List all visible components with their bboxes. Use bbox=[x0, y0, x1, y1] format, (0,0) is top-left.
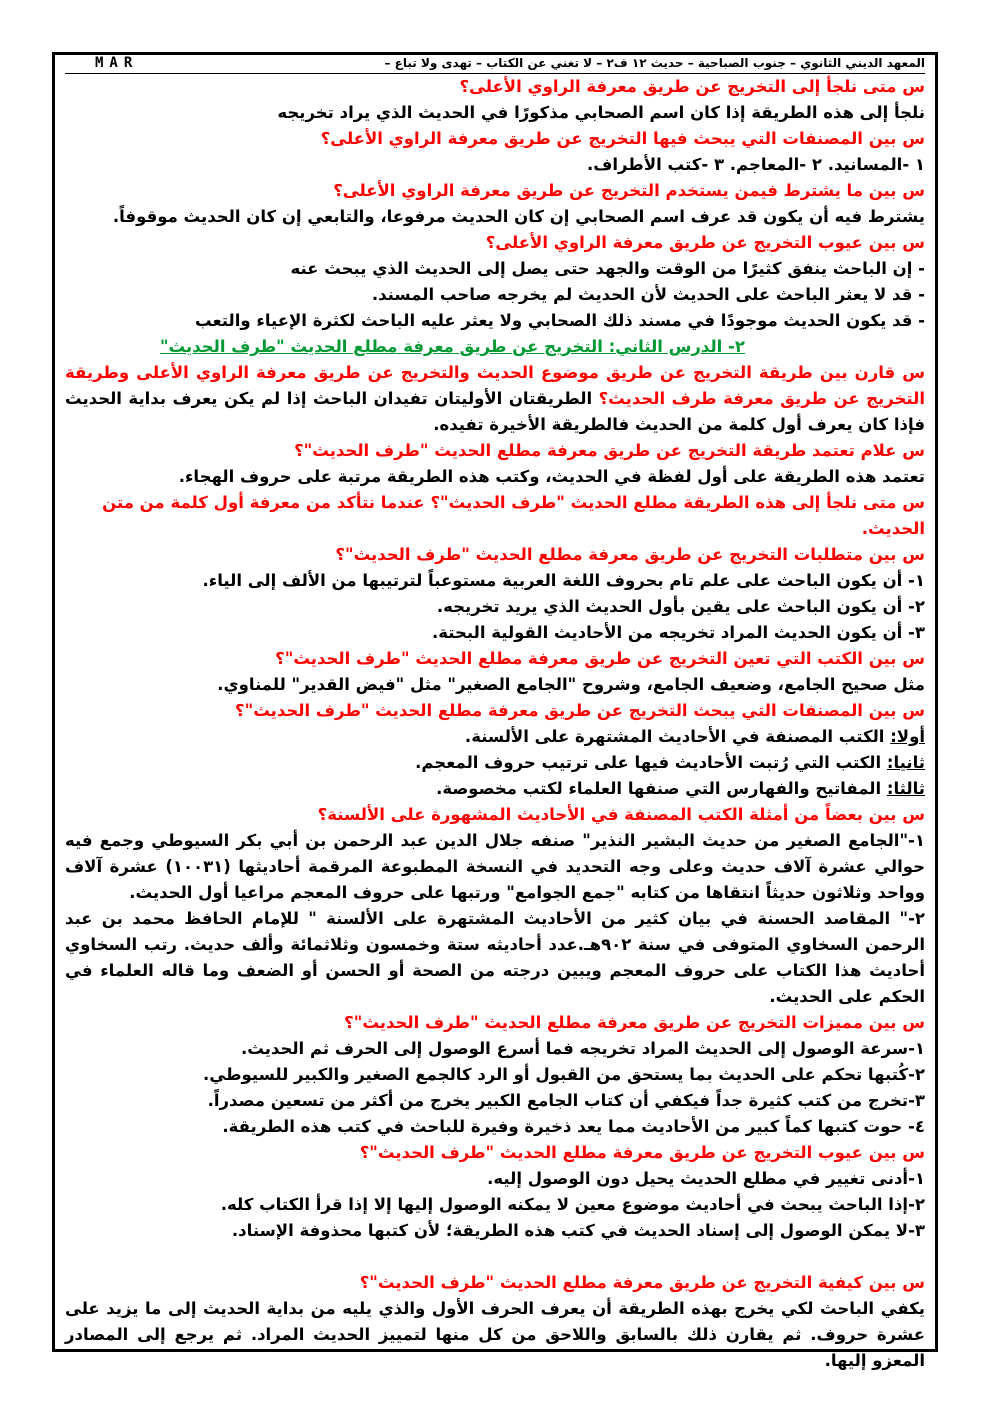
answer-line: ٢- أن يكون الباحث على يقين بأول الحديث الذي يريد تخريجه. bbox=[436, 597, 925, 616]
item-text: المفاتيح والفهارس التي صنفها العلماء لكتب مخصوصة. bbox=[436, 779, 887, 798]
question-line: س بين المصنفات التي يبحث فيها التخريج عن طريق معرفة الراوي الأعلى؟ bbox=[320, 129, 925, 148]
answer-paragraph: ١-"الجامع الصغير من حديث البشير النذير" صنفه جلال الدين عبد الرحمن بن أبي بكر السيوطي وجمع فيه حوالي عشرة آلاف حديث وعلى وجه التحديد في النسخة المطبوعة المرقمة أحاديثها (١٠٠٣١) عشرة آلاف وواحد وثلاثون حديثاً انتقاها من كتابه "جمع الجوامع" ورتبها على حروف المعجم مراعيا أول الحديث. bbox=[65, 831, 925, 902]
answer-text: الطريقتان الأوليتان تفيدان الباحث إذا لم يكن يعرف بداية الحديث فإذا كان يعرف أول كلمة من الحديث فالطريقة الأخيرة تفيده. bbox=[65, 389, 925, 434]
item-text: الكتب المصنفة في الأحاديث المشتهرة على الألسنة. bbox=[464, 727, 891, 746]
answer-line: ١-سرعة الوصول إلى الحديث المراد تخريجه فما أسرع الوصول إلى الحرف ثم الحديث. bbox=[241, 1039, 925, 1058]
answer-line: - قد لا يعثر الباحث على الحديث لأن الحديث لم يخرجه صاحب المسند. bbox=[371, 285, 925, 304]
question-line: س بين الكتب التي تعين التخريج عن طريق معرفة مطلع الحديث "طرف الحديث"؟ bbox=[275, 649, 925, 668]
question-line: س بين عيوب التخريج عن طريق معرفة الراوي الأعلى؟ bbox=[485, 233, 925, 252]
question-line: س متى نلجأ إلى هذه الطريقة مطلع الحديث "طرف الحديث"؟ عندما نتأكد من معرفة أول كلمة من متن الحديث. bbox=[102, 493, 925, 538]
header-logo: MAR bbox=[95, 55, 139, 71]
answer-line: ٢-كُتبها تحكم على الحديث بما يستحق من القبول أو الرد كالجمع الصغير والكبير للسيوطي. bbox=[202, 1065, 925, 1084]
question-line: س علام تعتمد طريقة التخريج عن طريق معرفة مطلع الحديث "طرف الحديث"؟ bbox=[294, 441, 925, 460]
question-line: س بين ما يشترط فيمن يستخدم التخريج عن طريق معرفة الراوي الأعلى؟ bbox=[333, 181, 925, 200]
answer-line: ٤- حوت كتبها كماً كبير من الأحاديث مما يعد ذخيرة وفيرة للباحث في كتب هذه الطريقة. bbox=[222, 1117, 925, 1136]
answer-line: ٣- أن يكون الحديث المراد تخريجه من الأحاديث القولية البحتة. bbox=[432, 623, 925, 642]
lesson-title: ٢- الدرس الثاني: التخريج عن طريق معرفة مطلع الحديث "طرف الحديث" bbox=[159, 337, 745, 356]
answer-line: ١ -المسانيد. ٢ -المعاجم. ٣ -كتب الأطراف. bbox=[586, 155, 925, 174]
answer-line: مثل صحيح الجامع، وضعيف الجامع، وشروح "الجامع الصغير" مثل "فيض القدير" للمناوي. bbox=[217, 675, 925, 694]
question-line: س بين بعضاً من أمثلة الكتب المصنفة في الأحاديث المشهورة على الألسنة؟ bbox=[317, 805, 925, 824]
question-line: س بين عيوب التخريج عن طريق معرفة مطلع الحديث "طرف الحديث"؟ bbox=[359, 1143, 925, 1162]
question-answer-line bbox=[65, 360, 925, 438]
page-frame bbox=[52, 52, 938, 1370]
lesson-heading bbox=[65, 334, 925, 360]
question-line: س بين المصنفات التي يبحث التخريج عن طريق معرفة مطلع الحديث "طرف الحديث"؟ bbox=[235, 701, 925, 720]
header-text: المعهد الديني الثانوي – جنوب الصباحية – حديث ١٢ ف٢ – لا تغني عن الكتاب – تهدى ولا تباع – bbox=[384, 56, 925, 70]
answer-line: تعتمد هذه الطريقة على أول لفظة في الحديث، وكتب هذه الطريقة مرتبة على حروف الهجاء. bbox=[178, 467, 925, 486]
ordinal-label: ثانيا: bbox=[886, 753, 925, 772]
answer-paragraph: يكفي الباحث لكي يخرج بهذه الطريقة أن يعرف الحرف الأول والذي يليه من بداية الحديث إلى ما يزيد على عشرة حروف. ثم يقارن ذلك بالسابق واللاحق من كل منها لتمييز الحديث المراد. ثم يرجع إلى المصادر المعزو إليها. bbox=[65, 1299, 925, 1370]
ordinal-label: ثالثا: bbox=[886, 779, 925, 798]
question-line: س بين متطلبات التخريج عن طريق معرفة مطلع الحديث "طرف الحديث"؟ bbox=[335, 545, 925, 564]
answer-line: - قد يكون الحديث موجودًا في مسند ذلك الصحابي ولا يعثر عليه الباحث لكثرة الإعياء والتعب bbox=[195, 311, 925, 330]
list-item bbox=[65, 776, 925, 802]
question-line: س بين كيفية التخريج عن طريق معرفة مطلع الحديث "طرف الحديث"؟ bbox=[359, 1273, 925, 1292]
spacer bbox=[65, 1244, 925, 1270]
answer-line: ١- أن يكون الباحث على علم تام بحروف اللغة العربية مستوعباً لترتيبها من الألف إلى الياء. bbox=[202, 571, 925, 590]
ordinal-label: أولا: bbox=[890, 727, 925, 746]
answer-paragraph: ٢-" المقاصد الحسنة في بيان كثير من الأحاديث المشتهرة على الألسنة " للإمام الحافظ محمد بن عبد الرحمن السخاوي المتوفى في سنة ٩٠٢هـ.عدد أحاديثه ستة وخمسون وثلاثمائة وألف حديث. رتب السخاوي أحاديث هذا الكتاب على حروف المعجم ويبين درجته من الصحة أو الحسن أو الضعف وما قاله العلماء في الحكم على الحديث. bbox=[65, 909, 925, 1006]
list-item bbox=[65, 750, 925, 776]
question-text: س قارن بين طريقة التخريج عن طريق موضوع الحديث والتخريج عن طريق معرفة الراوي الأعلى وطريقة التخريج عن طريق معرفة طرف الحديث؟ bbox=[65, 363, 925, 408]
question-line: س بين مميزات التخريج عن طريق معرفة مطلع الحديث "طرف الحديث"؟ bbox=[344, 1013, 925, 1032]
page-header bbox=[65, 55, 925, 74]
answer-line: ٣-لا يمكن الوصول إلى إسناد الحديث في كتب هذه الطريقة؛ لأن كتبها محذوفة الإسناد. bbox=[231, 1221, 925, 1240]
answer-line: ٢-إذا الباحث يبحث في أحاديث موضوع معين لا يمكنه الوصول إليها إلا إذا قرأ الكتاب كله. bbox=[220, 1195, 925, 1214]
item-text: الكتب التي رُتبت الأحاديث فيها على ترتيب حروف المعجم. bbox=[415, 753, 887, 772]
list-item bbox=[65, 724, 925, 750]
answer-line: يشترط فيه أن يكون قد عرف اسم الصحابي إن كان الحديث مرفوعا، والتابعي إن كان الحديث موقوفاً. bbox=[112, 207, 925, 226]
answer-line: نلجأ إلى هذه الطريقة إذا كان اسم الصحابي مذكورًا في الحديث الذي يراد تخريجه bbox=[277, 103, 925, 122]
answer-line: ١-أدنى تغيير في مطلع الحديث يحيل دون الوصول إليه. bbox=[487, 1169, 925, 1188]
question-line: س متى نلجأ إلى التخريج عن طريق معرفة الراوي الأعلى؟ bbox=[459, 77, 925, 96]
answer-line: - إن الباحث ينفق كثيرًا من الوقت والجهد حتى يصل إلى الحديث الذي يبحث عنه bbox=[290, 259, 925, 278]
page-content bbox=[65, 74, 925, 1374]
answer-line: ٣-تخرج من كتب كثيرة جداً فيكفي أن كتاب الجامع الكبير يخرج من أكثر من تسعين مصدراً. bbox=[207, 1091, 925, 1110]
